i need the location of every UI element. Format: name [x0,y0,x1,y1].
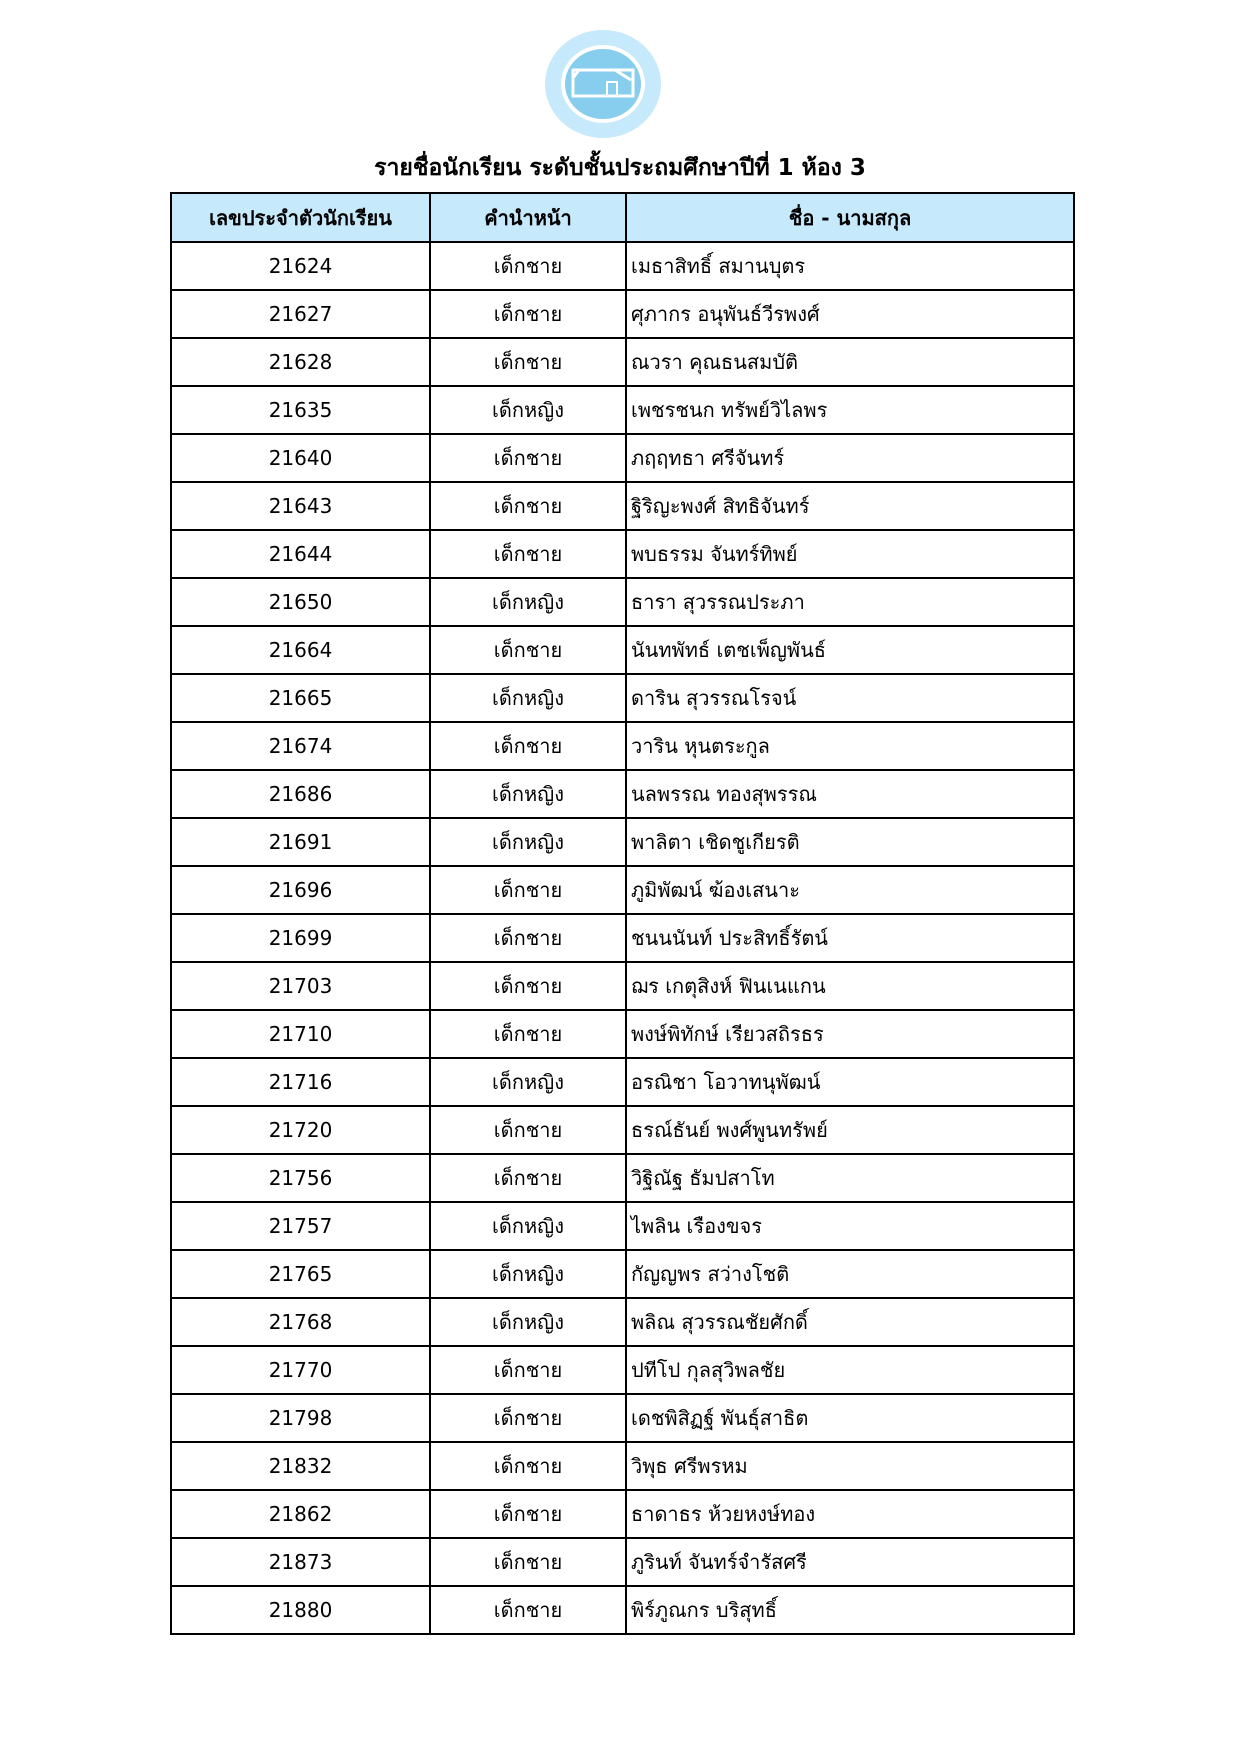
prefix-cell: เด็กชาย [430,1394,626,1442]
prefix-cell: เด็กชาย [430,1538,626,1586]
student-id-cell: 21873 [171,1538,430,1586]
header-full-name: ชื่อ - นามสกุล [626,193,1074,242]
prefix-cell: เด็กชาย [430,338,626,386]
student-id-cell: 21665 [171,674,430,722]
full-name-cell: ปทีโป กุลสุวิพลชัย [626,1346,1074,1394]
full-name-cell: เมธาสิทธิ์ สมานบุตร [626,242,1074,290]
prefix-cell: เด็กชาย [430,1106,626,1154]
full-name-cell: ฌร เกตุสิงห์ ฟินเนแกน [626,962,1074,1010]
full-name-cell: ธาดาธร ห้วยหงษ์ทอง [626,1490,1074,1538]
table-row [171,722,1074,770]
table-row [171,1298,1074,1346]
table-row [171,1250,1074,1298]
full-name-cell: ดาริน สุวรรณโรจน์ [626,674,1074,722]
prefix-cell: เด็กชาย [430,1490,626,1538]
prefix-cell: เด็กชาย [430,1010,626,1058]
student-id-cell: 21710 [171,1010,430,1058]
table-row [171,626,1074,674]
student-id-cell: 21770 [171,1346,430,1394]
student-id-cell: 21640 [171,434,430,482]
full-name-cell: พบธรรม จันทร์ทิพย์ [626,530,1074,578]
student-id-cell: 21674 [171,722,430,770]
prefix-cell: เด็กหญิง [430,1202,626,1250]
student-id-cell: 21768 [171,1298,430,1346]
table-row [171,242,1074,290]
table-row [171,770,1074,818]
prefix-cell: เด็กหญิง [430,674,626,722]
table-row [171,1346,1074,1394]
student-id-cell: 21699 [171,914,430,962]
student-id-cell: 21643 [171,482,430,530]
table-row [171,1202,1074,1250]
table-row [171,578,1074,626]
table-row [171,1010,1074,1058]
full-name-cell: เพชรชนก ทรัพย์วิไลพร [626,386,1074,434]
prefix-cell: เด็กชาย [430,242,626,290]
prefix-cell: เด็กชาย [430,962,626,1010]
school-logo [543,28,663,140]
prefix-cell: เด็กชาย [430,1586,626,1634]
page-title: รายชื่อนักเรียน ระดับชั้นประถมศึกษาปีที่ 1 ห้อง 3 [374,155,866,181]
student-id-cell: 21862 [171,1490,430,1538]
full-name-cell: ภูมิพัฒน์ ฆ้องเสนาะ [626,866,1074,914]
prefix-cell: เด็กชาย [430,1154,626,1202]
student-id-cell: 21716 [171,1058,430,1106]
prefix-cell: เด็กชาย [430,914,626,962]
prefix-cell: เด็กชาย [430,530,626,578]
table-row [171,434,1074,482]
prefix-cell: เด็กหญิง [430,770,626,818]
header-student-id: เลขประจำตัวนักเรียน [171,193,430,242]
student-id-cell: 21691 [171,818,430,866]
student-id-cell: 21703 [171,962,430,1010]
full-name-cell: เดชพิสิฏฐ์ พันธุ์สาธิต [626,1394,1074,1442]
full-name-cell: ธรณ์ธันย์ พงศ์พูนทรัพย์ [626,1106,1074,1154]
prefix-cell: เด็กชาย [430,290,626,338]
full-name-cell: ชนนนันท์ ประสิทธิ์รัตน์ [626,914,1074,962]
table-row [171,1538,1074,1586]
table-header-row [171,193,1074,242]
student-id-cell: 21757 [171,1202,430,1250]
full-name-cell: ไพลิน เรืองขจร [626,1202,1074,1250]
table-row [171,530,1074,578]
student-id-cell: 21664 [171,626,430,674]
table-row [171,1394,1074,1442]
prefix-cell: เด็กชาย [430,722,626,770]
prefix-cell: เด็กชาย [430,482,626,530]
student-id-cell: 21798 [171,1394,430,1442]
full-name-cell: ฐิริญะพงศ์ สิทธิจันทร์ [626,482,1074,530]
full-name-cell: กัญญพร สว่างโชติ [626,1250,1074,1298]
full-name-cell: พงษ์พิทักษ์ เรียวสถิรธร [626,1010,1074,1058]
full-name-cell: วาริน หุนตระกูล [626,722,1074,770]
table-row [171,338,1074,386]
full-name-cell: วิพุธ ศรีพรหม [626,1442,1074,1490]
full-name-cell: ศุภากร อนุพันธ์วีรพงศ์ [626,290,1074,338]
full-name-cell: พลิณ สุวรรณชัยศักดิ์ [626,1298,1074,1346]
student-id-cell: 21644 [171,530,430,578]
prefix-cell: เด็กชาย [430,866,626,914]
table-row [171,1154,1074,1202]
full-name-cell: วิฐิณัฐ ธัมปสาโท [626,1154,1074,1202]
header-prefix: คำนำหน้า [430,193,626,242]
student-id-cell: 21765 [171,1250,430,1298]
student-id-cell: 21880 [171,1586,430,1634]
prefix-cell: เด็กหญิง [430,1298,626,1346]
table-row [171,914,1074,962]
table-row [171,290,1074,338]
table-row [171,1586,1074,1634]
full-name-cell: นันทพัทธ์ เตชเพ็ญพันธ์ [626,626,1074,674]
student-id-cell: 21650 [171,578,430,626]
table-row [171,482,1074,530]
table-row [171,1442,1074,1490]
table-row [171,1106,1074,1154]
prefix-cell: เด็กหญิง [430,1250,626,1298]
student-table [170,192,1075,1635]
full-name-cell: ภูรินท์ จันทร์จำรัสศรี [626,1538,1074,1586]
prefix-cell: เด็กหญิง [430,578,626,626]
student-id-cell: 21686 [171,770,430,818]
table-row [171,866,1074,914]
table-row [171,962,1074,1010]
student-id-cell: 21696 [171,866,430,914]
prefix-cell: เด็กชาย [430,434,626,482]
student-id-cell: 21624 [171,242,430,290]
full-name-cell: ภฤฤทธา ศรีจันทร์ [626,434,1074,482]
student-id-cell: 21832 [171,1442,430,1490]
student-id-cell: 21635 [171,386,430,434]
table-row [171,1490,1074,1538]
prefix-cell: เด็กชาย [430,1346,626,1394]
full-name-cell: พิร์ภูณกร บริสุทธิ์ [626,1586,1074,1634]
full-name-cell: ณวรา คุณธนสมบัติ [626,338,1074,386]
prefix-cell: เด็กหญิง [430,1058,626,1106]
prefix-cell: เด็กหญิง [430,818,626,866]
full-name-cell: นลพรรณ ทองสุพรรณ [626,770,1074,818]
full-name-cell: พาลิตา เชิดชูเกียรติ [626,818,1074,866]
table-row [171,386,1074,434]
table-row [171,674,1074,722]
prefix-cell: เด็กชาย [430,626,626,674]
prefix-cell: เด็กชาย [430,1442,626,1490]
table-row [171,818,1074,866]
student-id-cell: 21628 [171,338,430,386]
student-id-cell: 21720 [171,1106,430,1154]
full-name-cell: ธารา สุวรรณประภา [626,578,1074,626]
full-name-cell: อรณิชา โอวาทนุพัฒน์ [626,1058,1074,1106]
prefix-cell: เด็กหญิง [430,386,626,434]
student-id-cell: 21756 [171,1154,430,1202]
student-id-cell: 21627 [171,290,430,338]
table-row [171,1058,1074,1106]
